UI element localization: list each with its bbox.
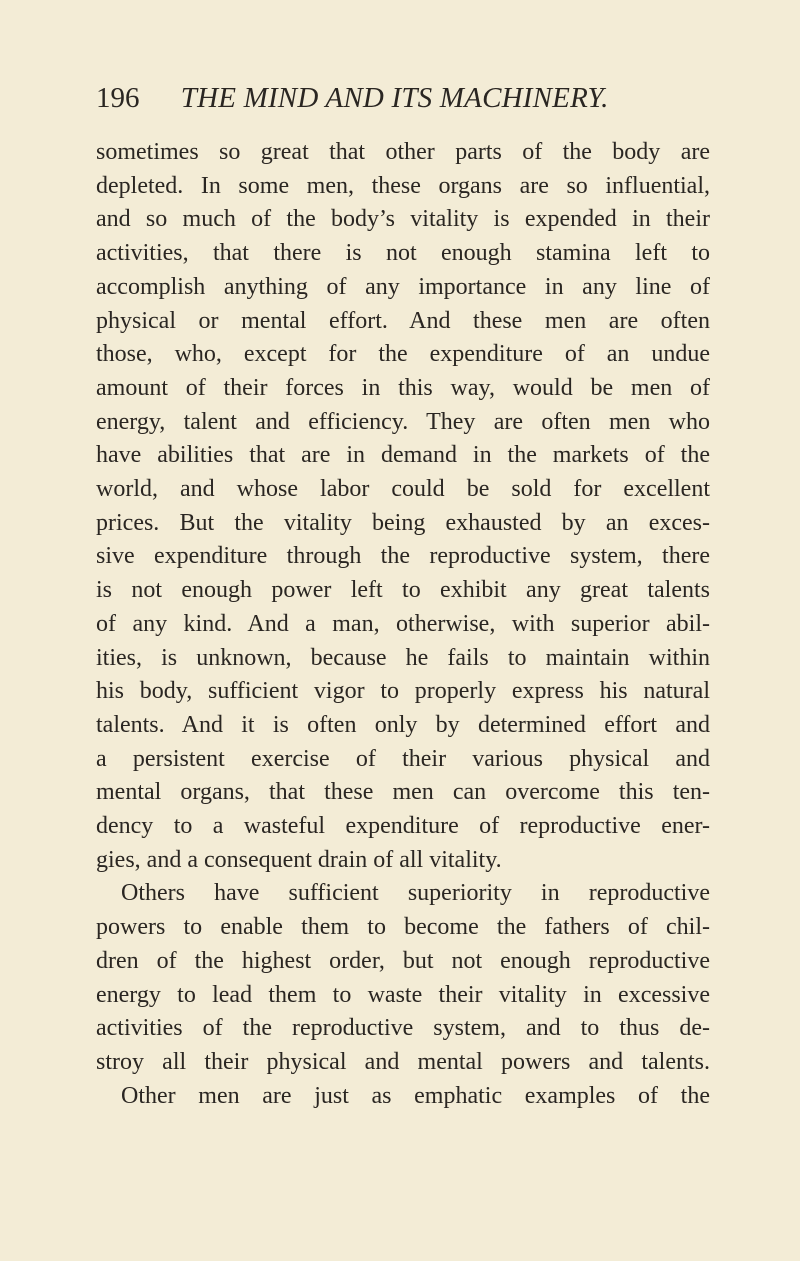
text-line: powers to enable them to become the fathers of chil- [96, 914, 710, 941]
page-number: 196 [96, 82, 140, 114]
text-line: physical or mental effort. And these men are often [96, 307, 710, 334]
text-line: stroy all their physical and mental powers and talents. [96, 1048, 710, 1075]
text-line: of any kind. And a man, otherwise, with superior abil- [96, 610, 710, 637]
text-line: activities of the reproductive system, and to thus de- [96, 1015, 710, 1042]
text-line: prices. But the vitality being exhausted by an exces- [96, 509, 710, 536]
text-line: accomplish anything of any importance in any line of [96, 273, 710, 300]
body-text [96, 136, 710, 1113]
text-line: have abilities that are in demand in the markets of the [96, 442, 710, 469]
paragraph-end-line: gies, and a consequent drain of all vitality. [96, 846, 502, 873]
text-line: energy to lead them to waste their vitality in excessive [96, 981, 710, 1008]
text-line: talents. And it is often only by determined effort and [96, 711, 710, 738]
text-line: dency to a wasteful expenditure of reproductive ener- [96, 813, 710, 840]
page-header [96, 78, 716, 118]
text-line: and so much of the body’s vitality is expended in their [96, 206, 710, 233]
text-line: mental organs, that these men can overcome this ten- [96, 779, 710, 806]
text-line: dren of the highest order, but not enough reproductive [96, 947, 710, 974]
running-title: THE MIND AND ITS MACHINERY. [180, 82, 609, 114]
text-line: activities, that there is not enough stamina left to [96, 240, 710, 267]
text-line: a persistent exercise of their various physical and [96, 745, 710, 772]
text-line: depleted. In some men, these organs are so influential, [96, 172, 710, 199]
text-line: ities, is unknown, because he fails to maintain within [96, 644, 710, 671]
text-line: energy, talent and efficiency. They are often men who [96, 408, 710, 435]
text-line: those, who, except for the expenditure of an undue [96, 341, 710, 368]
text-line: amount of their forces in this way, would be men of [96, 374, 710, 401]
text-line: sive expenditure through the reproductive system, there [96, 543, 710, 570]
text-line: world, and whose labor could be sold for excellent [96, 476, 710, 503]
text-line: his body, sufficient vigor to properly express his natural [96, 678, 710, 705]
paragraph-start-line: Others have sufficient superiority in reproductive [121, 880, 710, 907]
text-line: is not enough power left to exhibit any great talents [96, 577, 710, 604]
text-line: sometimes so great that other parts of the body are [96, 139, 710, 165]
paragraph-start-line: Other men are just as emphatic examples of the [121, 1082, 710, 1109]
